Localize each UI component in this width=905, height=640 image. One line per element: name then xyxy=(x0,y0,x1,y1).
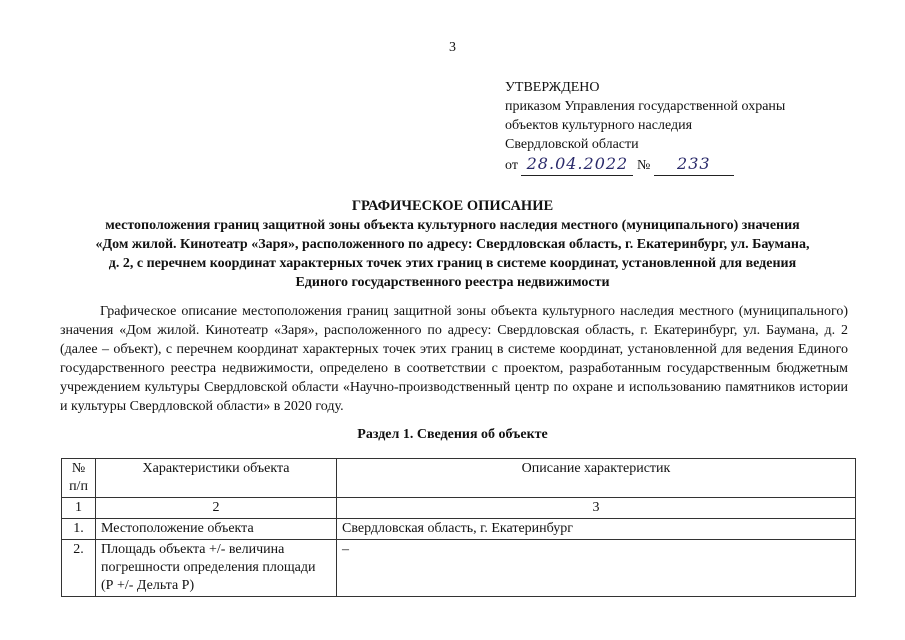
row-characteristic: Местоположение объекта xyxy=(96,519,337,540)
title-line-1: местоположения границ защитной зоны объекта культурного наследия местного (муниципального) значения xyxy=(105,218,800,233)
row-characteristic: Площадь объекта +/- величина погрешности определения площади (Р +/- Дельта Р) xyxy=(96,540,337,597)
row-number: 2. xyxy=(62,540,96,597)
title-main: ГРАФИЧЕСКОЕ ОПИСАНИЕ xyxy=(351,198,554,214)
number-label: № xyxy=(636,158,651,173)
table-row xyxy=(62,540,856,597)
title-line-3: д. 2, с перечнем координат характерных точек этих границ в системе координат, установленной для ведения xyxy=(108,256,797,271)
description-paragraph: Графическое описание местоположения границ защитной зоны объекта культурного наследия местного (муниципального) значения «Дом жилой. Кинотеатр «Заря», расположенного по адресу: Свердловская область, г. Екатеринбург, ул. Баумана, д. 2 (далее – объект), с перечнем координат характерных точек этих границ в системе координат, установленной для ведения Единого государственного реестра недвижимости, определено в соответствии с проектом, разработанным государственным бюджетным учреждением культуры Свердловской области «Научно-производственный центр по охране и использованию памятников истории и культуры Свердловской области» в 2020 году. xyxy=(60,304,848,414)
column-number: 1 xyxy=(62,498,96,519)
approval-line-3: Свердловской области xyxy=(505,137,639,152)
table-column-numbers-row xyxy=(62,498,856,519)
approved-label: УТВЕРЖДЕНО xyxy=(505,80,600,95)
header-num: № п/п xyxy=(62,459,96,498)
approval-line-2: объектов культурного наследия xyxy=(505,118,693,133)
table-row xyxy=(62,519,856,540)
approval-line-1: приказом Управления государственной охраны xyxy=(505,99,786,114)
number-field xyxy=(654,154,734,176)
handwritten-number: 233 xyxy=(677,154,711,173)
row-value: Свердловская область, г. Екатеринбург xyxy=(337,519,856,540)
object-info-table xyxy=(61,458,856,597)
handwritten-date: 28.04.2022 xyxy=(526,154,629,173)
table-header-row xyxy=(62,459,856,498)
column-number: 3 xyxy=(337,498,856,519)
column-number: 2 xyxy=(96,498,337,519)
date-field xyxy=(521,154,633,176)
approval-block xyxy=(505,78,785,176)
row-number: 1. xyxy=(62,519,96,540)
title-line-2: «Дом жилой. Кинотеатр «Заря», расположенного по адресу: Свердловская область, г. Екатеринбург, ул. Баумана, xyxy=(95,237,810,252)
from-label: от xyxy=(505,158,518,173)
header-characteristics: Характеристики объекта xyxy=(96,459,337,498)
page-number: 3 xyxy=(449,40,456,55)
approval-date-row xyxy=(505,154,785,176)
header-description: Описание характеристик xyxy=(337,459,856,498)
row-value: – xyxy=(337,540,856,597)
section-title: Раздел 1. Сведения об объекте xyxy=(357,427,548,442)
document-title xyxy=(40,197,865,292)
title-line-4: Единого государственного реестра недвижимости xyxy=(295,275,610,290)
